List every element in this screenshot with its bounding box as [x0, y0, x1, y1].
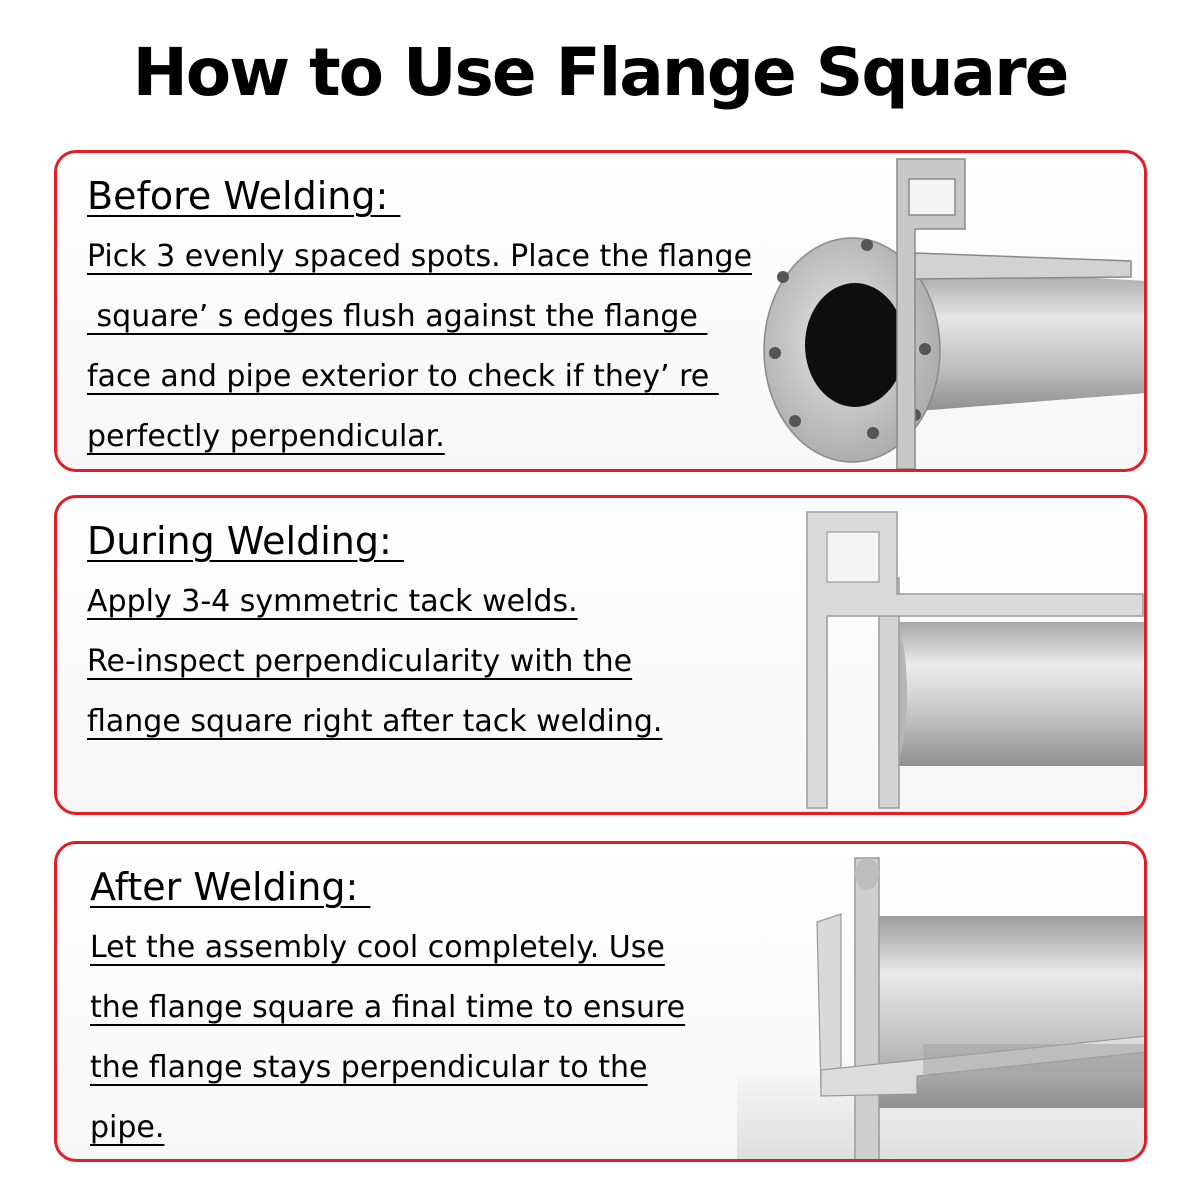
body-line: Let the assembly cool completely. Use	[90, 930, 665, 965]
body-line: the flange square a final time to ensure	[90, 990, 686, 1025]
before-welding-card	[54, 150, 1147, 472]
after-welding-body	[90, 918, 685, 1158]
after-welding-text	[90, 858, 685, 1158]
body-line: pipe.	[90, 1110, 165, 1145]
after-welding-heading: After Welding:	[90, 865, 371, 909]
during-welding-body	[87, 572, 662, 752]
during-welding-text	[87, 512, 662, 752]
body-line: square’ s edges flush against the flange	[87, 299, 708, 334]
body-line: the flange stays perpendicular to the	[90, 1050, 648, 1085]
body-line: Apply 3-4 symmetric tack welds.	[87, 584, 578, 619]
during-welding-heading: During Welding:	[87, 519, 404, 563]
page-title: How to Use Flange Square	[132, 34, 1068, 111]
before-welding-body	[87, 227, 752, 467]
final-check-illustration	[737, 844, 1147, 1160]
during-welding-card	[54, 495, 1147, 815]
tack-welding-check-illustration	[797, 498, 1147, 812]
body-line: face and pipe exterior to check if they’ re	[87, 359, 719, 394]
body-line: Pick 3 evenly spaced spots. Place the flange	[87, 239, 753, 274]
body-line: flange square right after tack welding.	[87, 704, 663, 739]
before-welding-heading: Before Welding:	[87, 174, 401, 218]
before-welding-text	[87, 167, 752, 467]
flange-square-on-flange-illustration	[747, 153, 1147, 469]
body-line: Re-inspect perpendicularity with the	[87, 644, 633, 679]
after-welding-card	[54, 841, 1147, 1162]
body-line: perfectly perpendicular.	[87, 419, 445, 454]
